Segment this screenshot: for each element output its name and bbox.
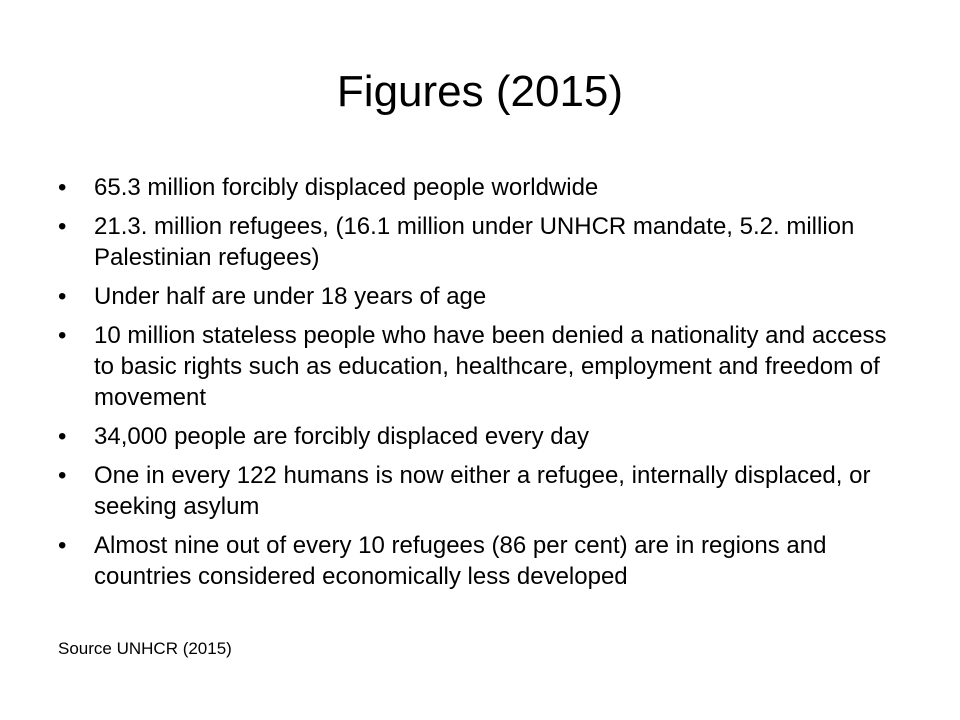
bullet-item (58, 460, 908, 522)
bullet-item (58, 211, 908, 273)
bullet-text: 21.3. million refugees, (16.1 million under UNHCR mandate, 5.2. million Palestinian refugees) (94, 213, 855, 271)
bullet-marker: • (58, 322, 67, 349)
bullet-marker: • (58, 462, 67, 489)
source-citation: Source UNHCR (2015) (58, 639, 232, 658)
bullet-marker: • (58, 283, 67, 310)
slide-title: Figures (2015) (336, 67, 624, 116)
bullet-text: Almost nine out of every 10 refugees (86 per cent) are in regions and countries considered economically less developed (94, 532, 827, 590)
bullet-item (58, 281, 908, 312)
bullet-item (58, 320, 908, 413)
bullet-text: 34,000 people are forcibly displaced every day (94, 423, 589, 450)
bullet-marker: • (58, 532, 67, 559)
bullet-marker: • (58, 423, 67, 450)
bullet-list (58, 172, 908, 600)
bullet-text: Under half are under 18 years of age (94, 283, 487, 310)
bullet-item (58, 530, 908, 592)
bullet-text: 65.3 million forcibly displaced people worldwide (94, 174, 599, 201)
bullet-item (58, 421, 908, 452)
bullet-marker: • (58, 213, 67, 240)
bullet-text: 10 million stateless people who have been denied a nationality and access to basic rights such as education, healthcare, employment and freedom of movement (94, 322, 887, 411)
bullet-text: One in every 122 humans is now either a refugee, internally displaced, or seeking asylum (94, 462, 871, 520)
bullet-marker: • (58, 174, 67, 201)
bullet-item (58, 172, 908, 203)
